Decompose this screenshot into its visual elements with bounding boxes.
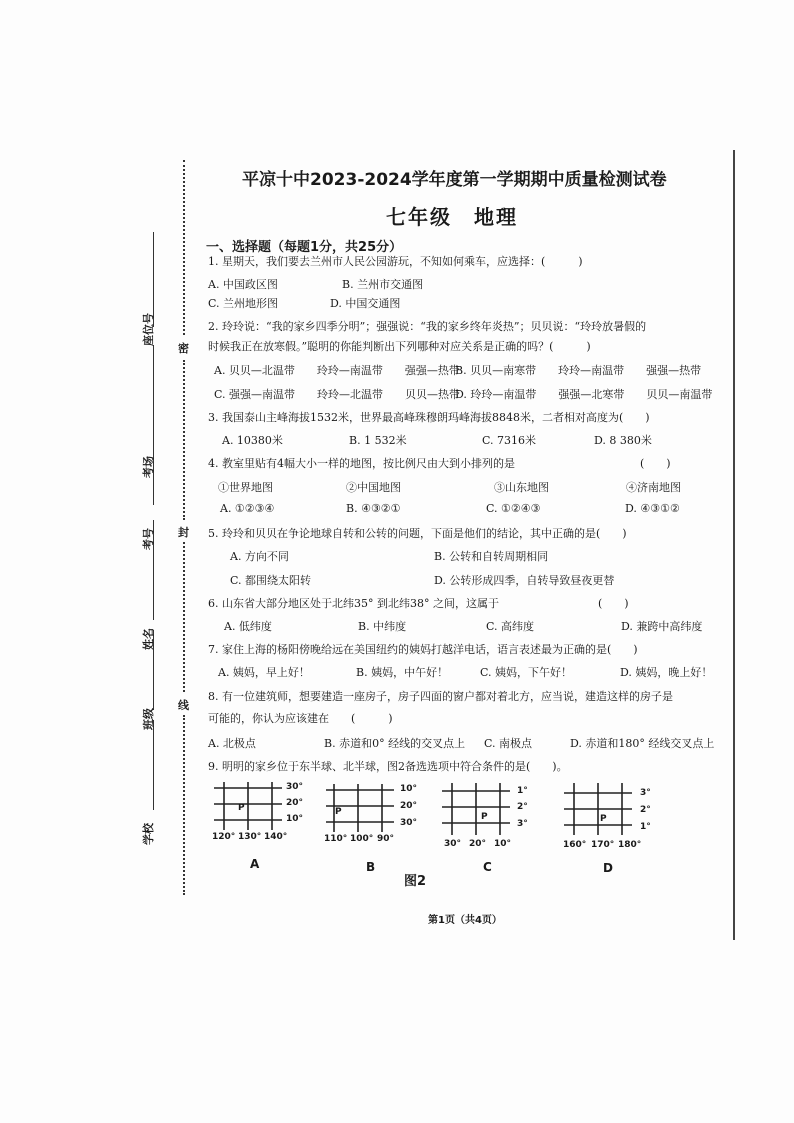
grid-d-lat-label: 2°: [640, 805, 651, 815]
exam-number-label: 考号: [142, 528, 155, 550]
question-1-option-a: A. 中国政区图: [208, 278, 278, 291]
question-5-option-c: C. 都围绕太阳转: [230, 574, 312, 587]
grid-d-point-p: P: [600, 814, 607, 824]
binding-dotted-line: [183, 715, 185, 895]
grid-b-lat-label: 30°: [400, 818, 418, 828]
seal-mark-mi: 密: [178, 342, 189, 355]
grid-d-lat-label: 3°: [640, 788, 651, 798]
grid-a-point-p: P: [238, 803, 245, 813]
grid-d-lon-label: 160°: [563, 840, 587, 850]
question-7-option-d: D. 姨妈，晚上好！: [620, 666, 713, 679]
question-4-stem: 4. 教室里贴有4幅大小一样的地图，按比例尺由大到小排列的是: [208, 457, 515, 470]
grid-c-lat-label: 2°: [517, 802, 528, 812]
figure-caption: 图2: [404, 874, 427, 889]
question-4-option-b: B. ④③②①: [346, 502, 401, 515]
grid-b-lon-label: 90°: [377, 834, 395, 844]
question-6-stem: 6. 山东省大部分地区处于北纬35° 到北纬38° 之间，这属于: [208, 597, 499, 610]
grid-a-lat-label: 10°: [286, 814, 304, 824]
grid-a-lon-label: 130°: [238, 832, 262, 842]
grid-a-lat-label: 30°: [286, 782, 304, 792]
question-5-option-b: B. 公转和自转周期相同: [434, 550, 549, 563]
question-4-answer-bracket: ( ): [640, 457, 671, 470]
grid-c-lon-label: 10°: [494, 839, 512, 849]
question-9-stem: 9. 明明的家乡位于东半球、北半球，图2备选选项中符合条件的是( )。: [208, 760, 568, 773]
question-6-option-a: A. 低纬度: [224, 620, 272, 633]
question-6-option-b: B. 中纬度: [358, 620, 407, 633]
binding-dotted-line: [183, 542, 185, 692]
question-4-option-a: A. ①②③④: [220, 502, 275, 515]
grid-b-lat-label: 10°: [400, 784, 418, 794]
question-2-option-b: B. 贝贝—南寒带 玲玲—南温带 强强—热带: [455, 364, 702, 377]
student-name-label: 姓名: [142, 628, 155, 650]
binding-dotted-line: [183, 360, 185, 520]
question-4-option-c: C. ①②④③: [486, 502, 541, 515]
grid-c-lon-label: 20°: [469, 839, 487, 849]
question-1-stem: 1. 星期天，我们要去兰州市人民公园游玩，不知如何乘车，应选择：( ): [208, 255, 583, 268]
binding-dotted-line: [183, 160, 185, 335]
grid-b-option-label: B: [366, 860, 376, 874]
school-label: 学校: [142, 823, 155, 845]
question-8-option-a: A. 北极点: [208, 737, 256, 750]
question-2-stem-line1: 2. 玲玲说：“我的家乡四季分明”；强强说：“我的家乡终年炎热”；贝贝说：“玲玲放暑假的: [208, 320, 647, 333]
question-2-stem-line2: 时候我正在放寒假。”聪明的你能判断出下列哪种对应关系是正确的吗？( ): [208, 340, 591, 353]
question-3-option-c: C. 7316米: [482, 434, 537, 447]
grid-a-option-label: A: [250, 857, 260, 871]
question-2-option-c: C. 强强—南温带 玲玲—北温带 贝贝—热带: [214, 388, 461, 401]
grid-a-lon-label: 120°: [212, 832, 236, 842]
question-4-item-3: ③山东地图: [494, 481, 549, 494]
question-3-option-a: A. 10380米: [222, 434, 283, 447]
grid-d-option-label: D: [603, 861, 613, 875]
question-7-option-b: B. 姨妈，中午好！: [356, 666, 449, 679]
grid-b-lon-label: 110°: [324, 834, 348, 844]
section-heading: 一、选择题（每题1分，共25分）: [206, 240, 403, 255]
grid-d-lat-label: 1°: [640, 822, 651, 832]
question-8-option-c: C. 南极点: [484, 737, 533, 750]
class-label: 班级: [142, 708, 155, 730]
grid-d-lon-label: 170°: [591, 840, 615, 850]
question-2-option-d: D. 玲玲—南温带 强强—北寒带 贝贝—南温带: [455, 388, 713, 401]
grid-c-lon-label: 30°: [444, 839, 462, 849]
question-6-option-d: D. 兼跨中高纬度: [621, 620, 703, 633]
question-7-stem: 7. 家住上海的杨阳傍晚给远在美国纽约的姨妈打越洋电话，语言表述最为正确的是( ): [208, 643, 638, 656]
question-8-stem-line1: 8. 有一位建筑师，想要建造一座房子，房子四面的窗户都对着北方，应当说，建造这样的房子是: [208, 690, 673, 703]
exam-room-line: [153, 345, 154, 505]
grid-c-point-p: P: [481, 812, 488, 822]
question-4-item-1: ①世界地图: [218, 481, 273, 494]
question-8-option-b: B. 赤道和0° 经线的交叉点上: [324, 737, 466, 750]
question-7-option-c: C. 姨妈，下午好！: [480, 666, 573, 679]
question-1-option-b: B. 兰州市交通图: [342, 278, 424, 291]
question-4-item-4: ④济南地图: [626, 481, 681, 494]
right-margin-line: [733, 150, 735, 940]
grid-c-lat-label: 3°: [517, 819, 528, 829]
seal-mark-xian: 线: [178, 699, 189, 712]
question-3-stem: 3. 我国泰山主峰海拔1532米，世界最高峰珠穆朗玛峰海拔8848米，二者相对高度为( ): [208, 411, 650, 424]
grid-c-option-label: C: [483, 860, 492, 874]
grid-b-lat-label: 20°: [400, 801, 418, 811]
grid-c-lat-label: 1°: [517, 786, 528, 796]
question-5-option-a: A. 方向不同: [230, 550, 289, 563]
question-1-option-c: C. 兰州地形图: [208, 297, 279, 310]
page-footer: 第1页（共4页）: [428, 915, 502, 926]
exam-subtitle: 七年级 地理: [386, 205, 518, 229]
grid-d-lon-label: 180°: [618, 840, 642, 850]
exam-room-label: 考场: [142, 456, 155, 478]
question-1-option-d: D. 中国交通图: [330, 297, 401, 310]
grid-b-point-p: P: [335, 807, 342, 817]
grid-a-lat-label: 20°: [286, 798, 304, 808]
question-6-option-c: C. 高纬度: [486, 620, 535, 633]
question-4-option-d: D. ④③①②: [625, 502, 680, 515]
question-2-option-a: A. 贝贝—北温带 玲玲—南温带 强强—热带: [214, 364, 460, 377]
question-6-answer-bracket: ( ): [598, 597, 629, 610]
question-5-stem: 5. 玲玲和贝贝在争论地球自转和公转的问题，下面是他们的结论，其中正确的是( ): [208, 527, 627, 540]
seal-mark-feng: 封: [178, 526, 189, 539]
question-4-item-2: ②中国地图: [346, 481, 401, 494]
question-3-option-d: D. 8 380米: [594, 434, 652, 447]
exam-title: 平凉十中2023-2024学年度第一学期期中质量检测试卷: [242, 170, 667, 190]
grid-a-lon-label: 140°: [264, 832, 288, 842]
grid-b-lon-label: 100°: [350, 834, 374, 844]
question-8-stem-line2: 可能的，你认为应该建在 ( ): [208, 712, 393, 725]
question-8-option-d: D. 赤道和180° 经线交叉点上: [570, 737, 715, 750]
class-line: [153, 720, 154, 810]
question-5-option-d: D. 公转形成四季，自转导致昼夜更替: [434, 574, 615, 587]
question-3-option-b: B. 1 532米: [349, 434, 407, 447]
question-7-option-a: A. 姨妈，早上好！: [218, 666, 310, 679]
seat-number-label: 座位号: [142, 313, 155, 346]
